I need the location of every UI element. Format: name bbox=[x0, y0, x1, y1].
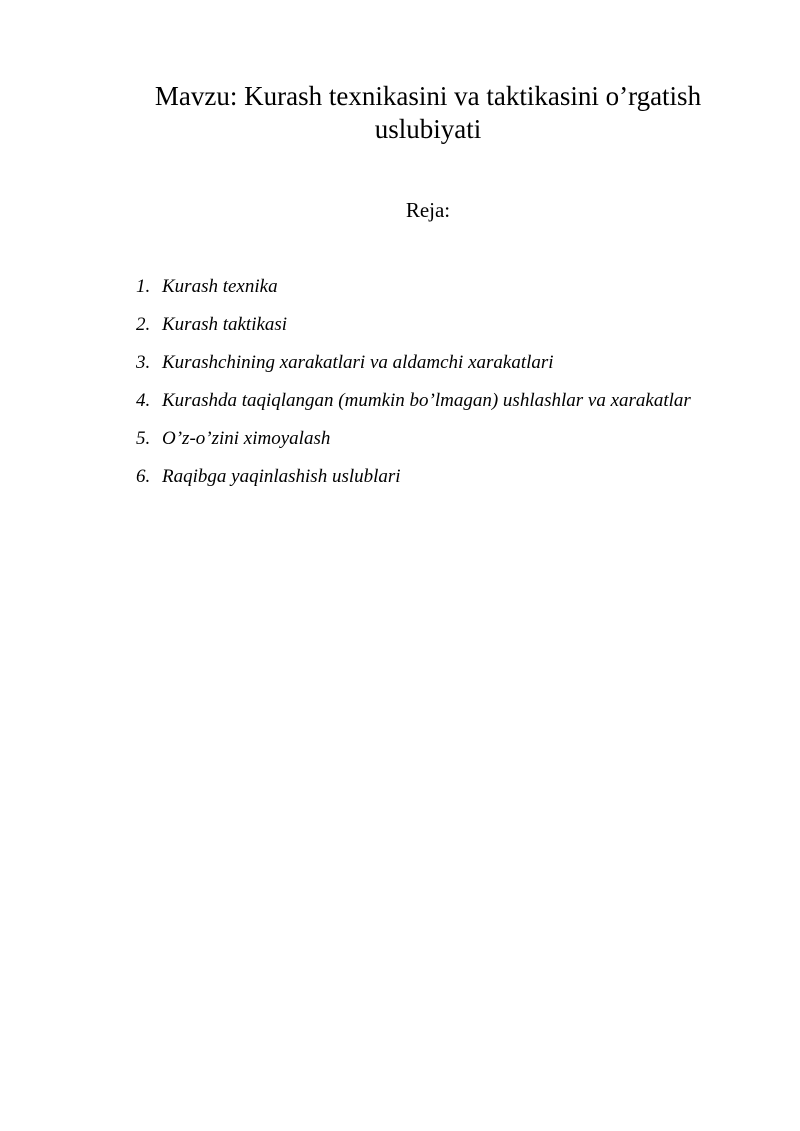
plan-item bbox=[136, 382, 702, 420]
plan-item-text: Kurashda taqiqlangan (mumkin bo’lmagan) ushlashlar va xarakatlar bbox=[162, 390, 691, 411]
plan-item-number: 2. bbox=[136, 314, 151, 335]
plan-item-text: Raqibga yaqinlashish uslublari bbox=[162, 466, 401, 487]
plan-item-number: 5. bbox=[136, 428, 151, 449]
plan-item-text: Kurash taktikasi bbox=[162, 314, 288, 335]
plan-item bbox=[136, 268, 702, 306]
plan-item-number: 6. bbox=[136, 466, 151, 487]
plan-item-text: Kurash texnika bbox=[162, 276, 278, 297]
plan-item-text: O’z-o’zini ximoyalash bbox=[162, 428, 331, 449]
plan-item-number: 3. bbox=[136, 352, 151, 373]
plan-list bbox=[136, 268, 702, 496]
plan-item bbox=[136, 420, 702, 458]
plan-item-number: 4. bbox=[136, 390, 151, 411]
plan-item bbox=[136, 458, 702, 496]
page-title: Mavzu: Kurash texnikasini va taktikasini o’rgatish uslubiyati bbox=[154, 81, 702, 144]
plan-item bbox=[136, 306, 702, 344]
plan-heading: Reja: bbox=[405, 198, 451, 222]
plan-item-text: Kurashchining xarakatlari va aldamchi xarakatlari bbox=[162, 352, 554, 373]
plan-item-number: 1. bbox=[136, 276, 151, 297]
plan-item bbox=[136, 344, 702, 382]
